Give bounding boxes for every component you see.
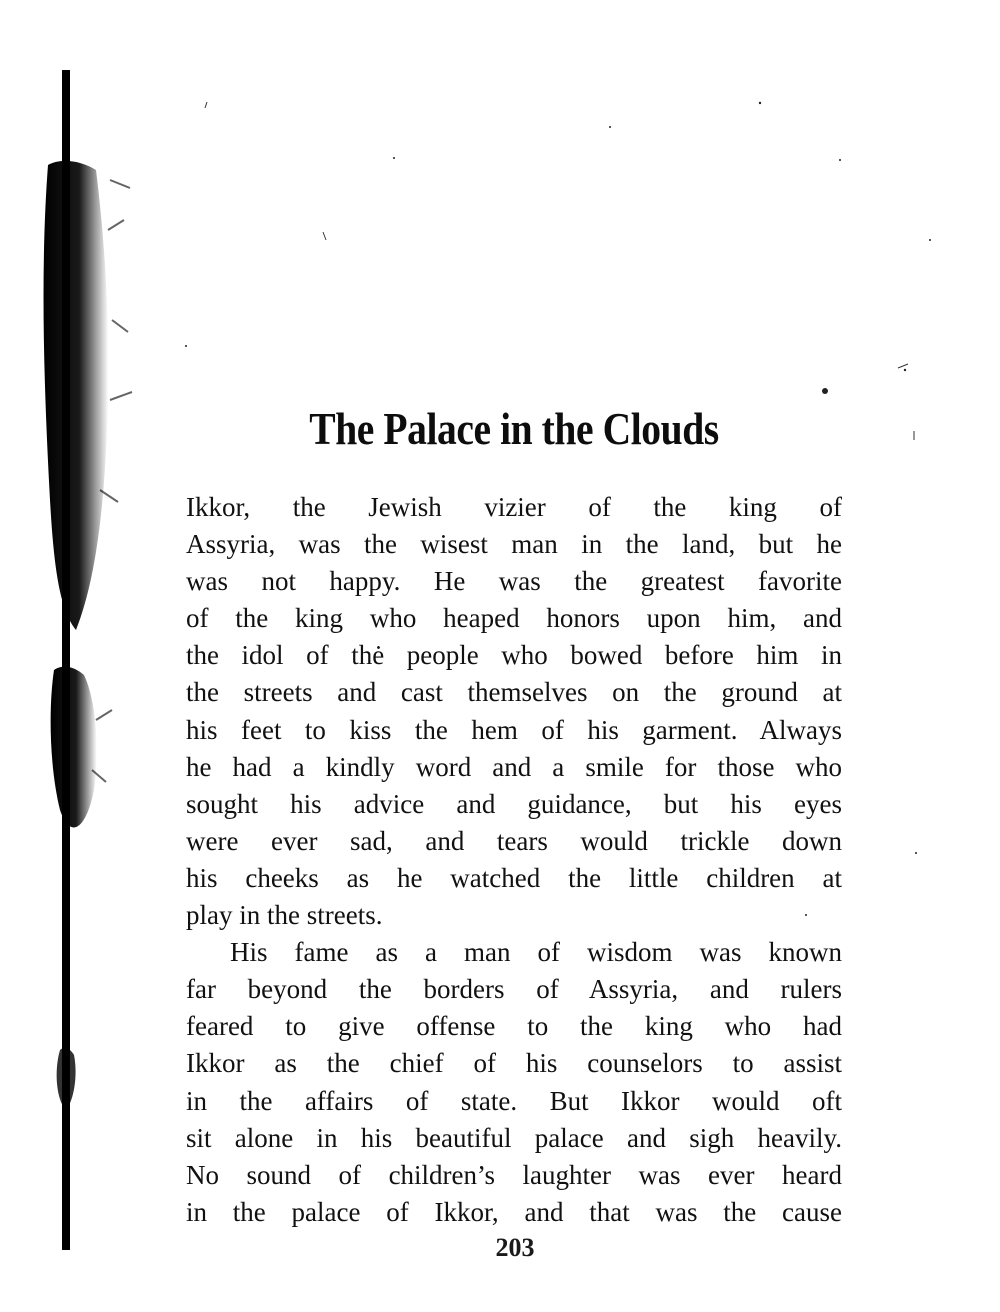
text-line: sit alone in his beautiful palace and sigh heavily. [186,1122,842,1153]
text-line: Ikkor as the chief of his counselors to assist [186,1048,842,1079]
text-line: he had a kindly word and a smile for those who [186,751,842,782]
text-line: in the palace of Ikkor, and that was the cause [186,1196,842,1227]
text-line: Ikkor, the Jewish vizier of the king of [186,492,842,522]
text-line: his cheeks as he watched the little children at [186,862,842,893]
page-number: 203 [495,1233,535,1262]
text-line: play in the streets. [186,900,383,931]
binding-gutter-shadow [40,70,140,1260]
text-line: his feet to kiss the hem of his garment. Always [186,714,842,745]
text-line: Assyria, was the wisest man in the land, but he [186,529,842,560]
text-line: far beyond the borders of Assyria, and rulers [186,974,842,1005]
chapter-title: The Palace in the Clouds [309,403,719,454]
text-line: No sound of children’s laughter was ever heard [186,1159,842,1190]
text-line: His fame as a man of wisdom was known [230,937,842,968]
text-line: the idol of thė people who bowed before him in [186,640,842,671]
text-line: was not happy. He was the greatest favorite [186,566,842,597]
text-line: feared to give offense to the king who had [186,1011,842,1042]
text-line: of the king who heaped honors upon him, and [186,603,842,634]
text-line: were ever sad, and tears would trickle down [186,825,842,856]
gutter-shadow-graphic [40,70,140,1260]
body-text [186,489,842,1231]
text-line: the streets and cast themselves on the ground at [186,677,842,708]
text-line: in the affairs of state. But Ikkor would oft [186,1085,842,1116]
text-line: sought his advice and guidance, but his eyes [186,788,842,819]
